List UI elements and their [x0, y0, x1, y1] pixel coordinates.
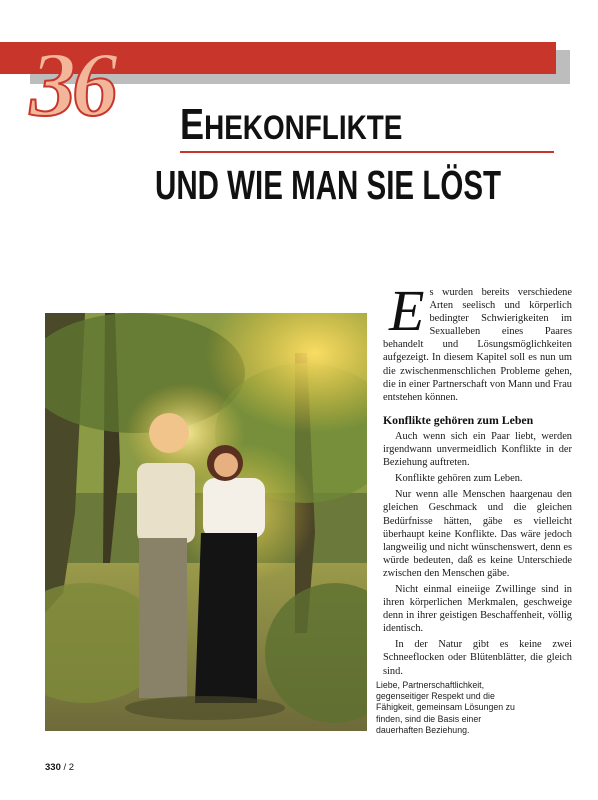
title-rule [180, 151, 554, 153]
chapter-number: 36 [30, 33, 114, 135]
drop-cap: E [389, 278, 425, 343]
photo-caption: Liebe, Partnerschaftlichkeit, gegenseitiger Respekt und die Fähigkeit, gemeinsam Lösungen zu finden, sind die Basis einer dauerhaften Beziehung. [376, 680, 515, 735]
section-heading: Konflikte gehören zum Leben [383, 412, 534, 427]
page-number-suffix: / 2 [60, 762, 75, 773]
couple-photo [45, 313, 367, 731]
chapter-title-line1 [180, 100, 402, 150]
body-paragraph: In der Natur gibt es keine zwei Schneeflocken oder Blütenblätter, die gleich sind. [383, 639, 572, 677]
intro-text: s wurden bereits verschiedene Arten seelisch und körperlich bedingter Schwierigkeiten im Sexualleben eines Paares behandelt und Lösungsmöglichkeiten aufgezeigt. In diesem Kapitel soll es nun um die zwischenmenschlichen Probleme gehen, die in einer Partnerschaft von Mann und Frau entstehen können. [383, 287, 572, 403]
title-initial: E [180, 100, 205, 149]
body-paragraph: Konflikte gehören zum Leben. [395, 473, 523, 485]
page-number [45, 762, 74, 773]
body-paragraph: Nicht einmal eineiige Zwillinge sind in ihren körperlichen Merkmalen, geschweige denn in ihrer geistigen Beschaffenheit, völlig identisch. [383, 583, 572, 635]
page-number-main: 330 [45, 762, 61, 773]
chapter-title-line2: UND WIE MAN SIE LÖST [155, 162, 502, 208]
article-text [383, 278, 572, 681]
body-paragraph: Nur wenn alle Menschen haargenau den gleichen Geschmack und die gleichen Bedürfnisse hätten, gäbe es vielleicht überhaupt keine Konflikte. Das wäre jedoch langweilig und nicht wünschenswert, denn es würde bedeuten, daß es keine Unterschiede zwischen den Menschen gäbe. [383, 489, 572, 579]
body-paragraph: Auch wenn sich ein Paar liebt, werden irgendwann unvermeidlich Konflikte in der Beziehung auftreten. [383, 430, 572, 469]
title-rest: HEKONFLIKTE [204, 109, 403, 147]
intro-paragraph [383, 278, 572, 404]
